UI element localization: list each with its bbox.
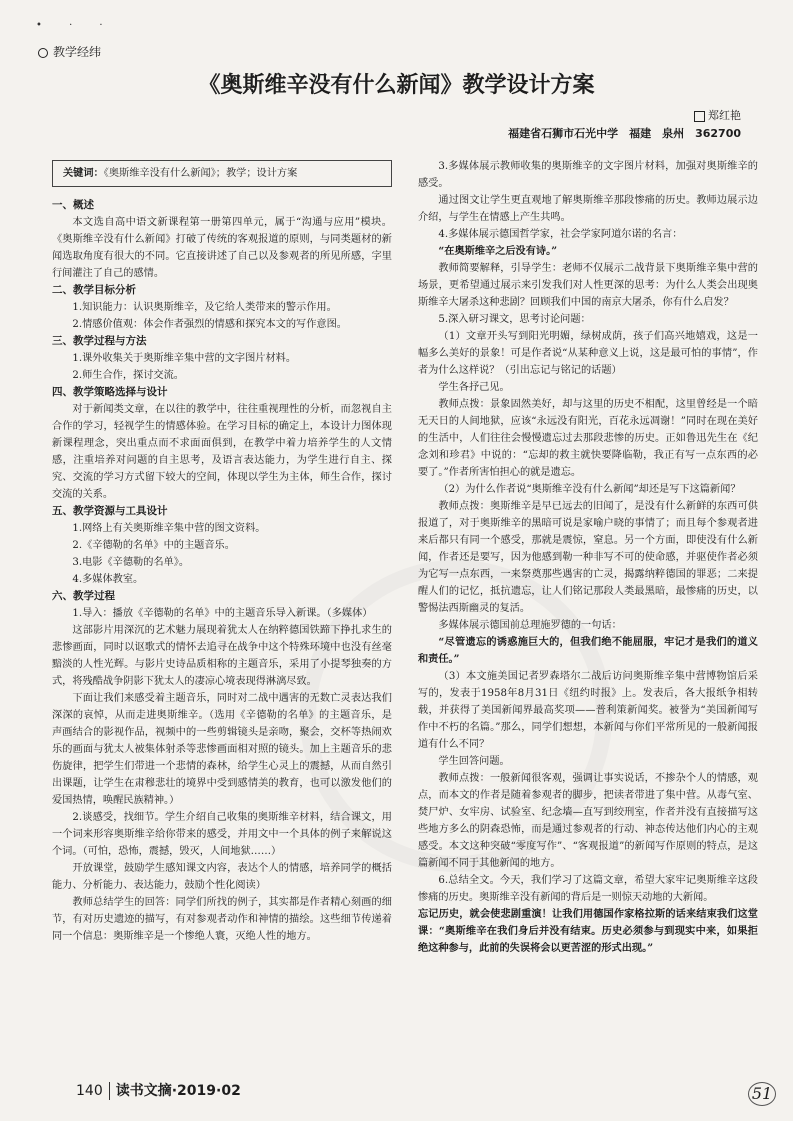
box-icon xyxy=(694,111,705,122)
paragraph: 本文选自高中语文新课程第一册第四单元，属于“沟通与应用”模块。《奥斯维辛没有什么新闻》打破了传统的客观报道的原则，与同类题材的新闻选取角度有很大的不同。它直接讲述了自己以及参观者的所见所感，字里行间灌注了自己的感情。 xyxy=(52,217,392,279)
paragraph: （3）本文施美国记者罗森塔尔二战后访问奥斯维辛集中营博物馆后采写的，发表于1958年8月31日《纽约时报》上。发表后，各大报纸争相转载，并获得了美国新闻界最高奖项——普利策新闻奖。被誉为“美国新闻写作中不朽的名篇。”那么，同学们想想，本新闻与你们平常所见的一般新闻报道有什么不同？ xyxy=(418,671,758,750)
keywords-text: 《奥斯维辛没有什么新闻》；教学；设计方案 xyxy=(103,168,298,179)
paragraph: 这部影片用深沉的艺术魅力展现着犹太人在纳粹德国铁蹄下挣扎求生的悲惨画面，同时以讴歌式的情怀去追寻在战争中这个特殊环境中也没有丝毫黯淡的人性光辉。与影片史诗品质相称的主题音乐，采用了小提琴独奏的方式，将残酷战争阴影下犹太人的凄凉心境表现得淋漓尽致。 xyxy=(52,625,392,687)
circle-icon xyxy=(38,48,48,58)
author-name: 郑红艳 xyxy=(708,109,741,122)
author xyxy=(694,107,741,123)
page-number: 140 xyxy=(76,1083,103,1099)
paragraph: 学生各抒己见。 xyxy=(438,382,510,393)
keywords-label: 关键词： xyxy=(63,168,104,179)
paragraph: 5.深入研习课文，思考讨论问题： xyxy=(438,314,591,325)
section-heading: 六、教学过程 xyxy=(52,590,115,602)
paragraph: 下面让我们来感受着主题音乐，同时对二战中遇害的无数亡灵表达我们深深的哀悼，从而走进奥斯维辛。（选用《辛德勒的名单》的主题音乐，是声画结合的影视作品，视频中的一些剪辑镜头是亲吻，聚会，交杯等热闹欢乐的画面与犹太人被集体射杀等悲惨画面相对照的镜头。加上主题音乐的悲伤旋律，把学生们带进一个悲情的森林，给学生心灵上的震撼，从而自然引出课题，让学生在肃穆悲壮的境界中受到感情美的教育，也可以激发他们的爱国热情，唤醒民族精神。） xyxy=(52,693,392,806)
quote: “在奥斯维辛之后没有诗。” xyxy=(438,245,558,257)
paragraph: 教师点拨：奥斯维辛是早已远去的旧闻了，是没有什么新鲜的东西可供报道了，对于奥斯维辛的黑暗可说是家喻户晓的事情了；而且每个参观者进来后都只有同一个感受，那就是震惊，窒息。另一个方面，即使没有什么新闻，作者还是要写，因为他感到勒一种非写不可的使命感，并驱使作者必须为它写一点东西，一来祭奠那些遇害的亡灵，揭露纳粹德国的罪恶；二来提醒人们的记忆，抵抗遗忘，让人们铭记那段人类最黑暗，最惨痛的历史，以警惕法西斯幽灵的复活。 xyxy=(418,501,758,614)
list-item: 1.网络上有关奥斯维辛集中营的图文资料。 xyxy=(72,523,266,534)
list-item: 2.师生合作，探讨交流。 xyxy=(72,370,184,381)
paragraph: 多媒体展示德国前总理施罗德的一句话： xyxy=(438,620,622,631)
list-item: 4.多媒体教室。 xyxy=(72,574,144,585)
divider xyxy=(109,1082,110,1100)
paragraph: 学生回答问题。 xyxy=(438,756,510,767)
paragraph: 2.谈感受，找细节。学生介绍自己收集的奥斯维辛材料，结合课文，用一个词来形容奥斯维辛给你带来的感受，并用文中一个具体的例子来解说这个词。（可怕，恐怖，震撼，毁灭，人间地狱……） xyxy=(52,812,392,857)
paragraph: 6.总结全文。今天，我们学习了这篇文章，希望大家牢记奥斯维辛这段惨痛的历史。奥斯维辛没有新闻的背后是一则惊天动地的大新闻。 xyxy=(418,875,758,903)
section-heading: 三、教学过程与方法 xyxy=(52,335,147,347)
paragraph: （2）为什么作者说“奥斯维辛没有什么新闻”却还是写下这篇新闻？ xyxy=(438,484,741,495)
right-column xyxy=(418,158,758,957)
paragraph: 开放课堂，鼓励学生感知课文内容，表达个人的情感，培养同学的概括能力、分析能力、表达能力，鼓励个性化阅读） xyxy=(52,863,392,891)
page-title: 《奥斯维辛没有什么新闻》教学设计方案 xyxy=(198,73,595,98)
section-heading: 二、教学目标分析 xyxy=(52,284,136,296)
paragraph: 4.多媒体展示德国哲学家，社会学家阿道尔诺的名言： xyxy=(438,229,683,240)
list-item: 2.情感价值观：体会作者强烈的情感和探究本文的写作意图。 xyxy=(72,319,347,330)
corner-mark: 51 xyxy=(748,1082,776,1106)
decorative-dots: • · · xyxy=(36,20,115,31)
list-item: 3.电影《辛德勒的名单》。 xyxy=(72,557,190,568)
section-heading: 四、教学策略选择与设计 xyxy=(52,386,168,398)
paragraph: 3.多媒体展示教师收集的奥斯维辛的文字图片材料，加强对奥斯维辛的感受。 xyxy=(418,161,758,189)
keywords-box xyxy=(52,160,392,187)
section-tag xyxy=(38,43,101,60)
list-item: 1.知识能力：认识奥斯维辛，及它给人类带来的警示作用。 xyxy=(72,302,337,313)
quote: “尽管遗忘的诱惑施巨大的，但我们绝不能屈服，牢记才是我们的道义和责任。” xyxy=(418,636,758,665)
affiliation: 福建省石狮市石光中学 福建 泉州 362700 xyxy=(508,127,741,140)
paragraph: （1）文章开头写到阳光明媚，绿树成荫，孩子们高兴地嬉戏，这是一幅多么美好的景象！可是作者说“从某种意义上说，这是最可怕的事情”，作者为什么这样说？（引出忘记与铭记的话题） xyxy=(418,331,758,376)
paragraph: 教师点拨：一般新闻很客观，强调让事实说话，不掺杂个人的情感，观点，而本文的作者是随着参观者的脚步，把读者带进了集中营。从毒气室、焚尸炉、女牢房、试验室、纪念墙—直写到绞刑室，作者并没有直接描写这些地方多么的阴森恐怖，而是通过参观者的行动、神态传达他们内心的主观感受。本文这种突破“零度写作”、“客观报道”的新闻写作原则的特点，是这篇新闻不同于其他新闻的地方。 xyxy=(418,773,758,869)
paragraph: 教师总结学生的回答：同学们所找的例子，其实都是作者精心刻画的细节，有对历史遗迹的描写，有对参观者动作和神情的描绘。这些细节传递着同一个信息：奥斯维辛是一个惨绝人寰，灭绝人性的地方。 xyxy=(52,897,392,942)
section-heading: 五、教学资源与工具设计 xyxy=(52,505,168,517)
paragraph: 对于新闻类文章，在以往的教学中，往往重视理性的分析，而忽视自主合作的学习，轻视学生的情感体验。在学习目标的确定上，本设计力图体现新课程理念，突出重点而不求面面俱到，在教学中着力培养学生的人文情感，注重培养对问题的自主思考，及语言表达能力，为学生进行自主、探究、交流的学习方式留下较大的空间，体现以学生为主体，师生合作，探讨交流的关系。 xyxy=(52,404,392,500)
list-item: 2.《辛德勒的名单》中的主题音乐。 xyxy=(72,540,235,551)
section-label: 教学经纬 xyxy=(53,45,102,59)
paragraph: 1.导入：播放《辛德勒的名单》中的主题音乐导入新课。（多媒体） xyxy=(72,608,373,619)
list-item: 1.课外收集关于奥斯维辛集中营的文字图片材料。 xyxy=(72,353,297,364)
paragraph: 通过图文让学生更直观地了解奥斯维辛那段惨痛的历史。教师边展示边介绍，与学生在情感上产生共鸣。 xyxy=(418,195,758,223)
footer xyxy=(76,1080,241,1100)
paragraph: 教师点拨：景象固然美好，却与这里的历史不相配，这里曾经是一个暗无天日的人间地狱，应该“永远没有阳光，百花永远凋谢！”同时在现在美好的生活中，人们往往会慢慢遗忘过去那段悲惨的历史。正如鲁迅先生在《纪念刘和珍君》中说的：“忘却的救主就快要降临勒，我正有写一点东西的必要了。”作者所害怕担心的就是遗忘。 xyxy=(418,399,758,478)
paragraph-bold: 忘记历史，就会使悲剧重演！让我们用德国作家格拉斯的话来结束我们这堂课：“奥斯维辛在我们身后并没有结束。历史必须参与到现实中来，如果拒绝这种参与，此前的失误将会以更苦涩的形式出现。” xyxy=(418,908,758,954)
magazine-name: 读书文摘·2019·02 xyxy=(115,1083,241,1099)
left-column xyxy=(52,158,392,945)
paragraph: 教师简要解释，引导学生：老师不仅展示二战背景下奥斯维辛集中营的场景，更希望通过展示来引发我们对人性更深的思考：为什么人类会出现奥斯维辛大屠杀这种悲剧？回顾我们中国的南京大屠杀，你有什么启发？ xyxy=(418,263,758,308)
section-heading: 一、概述 xyxy=(52,199,94,211)
